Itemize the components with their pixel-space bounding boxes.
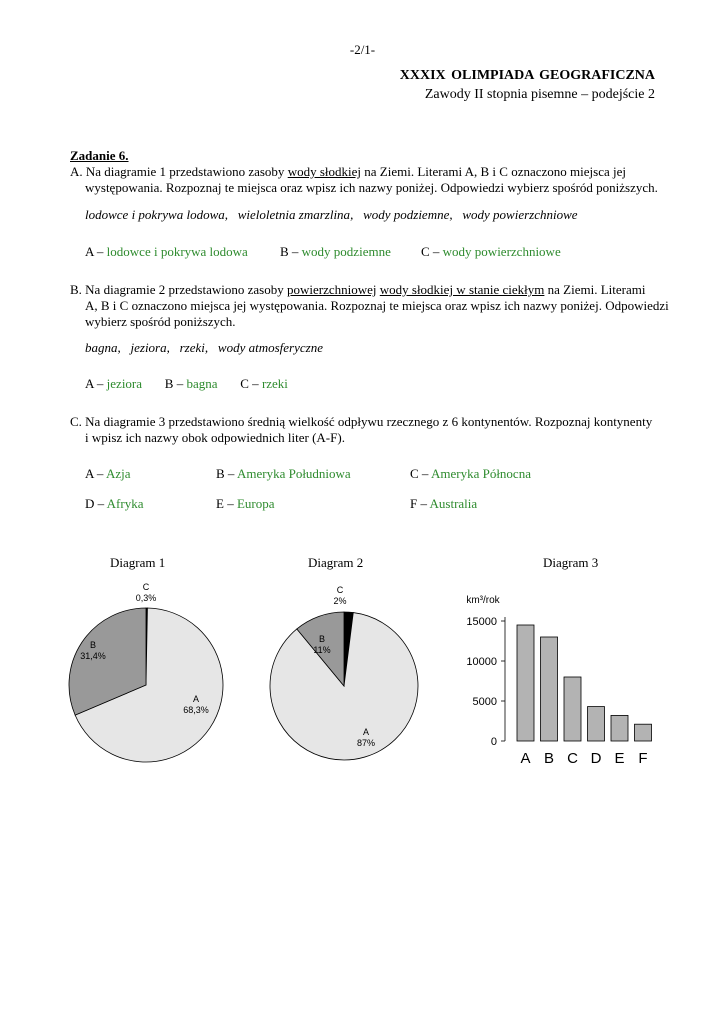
y-axis-label: km³/rok xyxy=(466,595,500,606)
pie-label-a: A xyxy=(362,727,370,737)
part-b-answers: A – jeziora B – bagna C – rzeki xyxy=(85,376,288,391)
part-c-line2: i wpisz ich nazwy obok odpowiednich liter (A-F). xyxy=(85,430,345,445)
bar-f xyxy=(635,724,652,741)
part-a-answer-c: C – wody powierzchniowe xyxy=(421,244,561,259)
x-tick-label-a: A xyxy=(520,750,531,767)
pie-value-b: 31,4% xyxy=(80,651,106,661)
x-tick-label-b: B xyxy=(543,750,555,767)
bar-c xyxy=(564,677,581,741)
part-c-answer-b: B – Ameryka Południowa xyxy=(216,466,351,481)
y-tick-label: 10000 xyxy=(466,656,497,668)
pie-value-b: 11% xyxy=(313,645,331,655)
pie-value-c: 0,3% xyxy=(135,593,157,603)
pie-label-c: C xyxy=(142,582,150,592)
diagram3-title: Diagram 3 xyxy=(543,555,599,570)
part-a-answer-b: B – wody podziemne xyxy=(280,244,391,259)
x-tick-label-d: D xyxy=(590,750,602,767)
pie-value-a: 87% xyxy=(356,738,376,748)
part-b-line1: B. Na diagramie 2 przedstawiono zasoby powierzchniowej wody słodkiej w stanie ciekłym na Ziemi. Literami xyxy=(70,282,646,297)
pie-label-c: C xyxy=(336,585,344,595)
pie-label-b: B xyxy=(318,634,326,644)
pie-label-a: A xyxy=(192,694,200,704)
part-c-answer-a: A – Azja xyxy=(85,466,131,481)
y-tick-label: 5000 xyxy=(472,696,497,708)
diagram3-bar-chart xyxy=(455,585,675,770)
bar-a xyxy=(517,625,534,741)
part-c-line1: C. Na diagramie 3 przedstawiono średnią wielkość odpływu rzecznego z 6 kontynentów. Rozpoznaj kontynenty xyxy=(70,414,653,429)
part-b-line2: A, B i C oznaczono miejsca jej występowania. Rozpoznaj te miejsca oraz wpisz ich nazwy poniżej. Odpowiedzi xyxy=(85,298,669,313)
diagram1-title: Diagram 1 xyxy=(110,555,166,570)
y-tick-label: 0 xyxy=(490,736,497,748)
olympiad-title: XXXIX OLIMPIADA GEOGRAFICZNA xyxy=(399,68,655,83)
part-c-answer-c: C – Ameryka Północna xyxy=(410,466,531,481)
x-tick-label-c: C xyxy=(567,750,578,767)
olympiad-subtitle: Zawody II stopnia pisemne – podejście 2 xyxy=(424,87,655,102)
y-tick-label: 15000 xyxy=(466,616,497,628)
part-a-answer-a: A – lodowce i pokrywa lodowa xyxy=(85,244,248,259)
pie-label-b: B xyxy=(89,640,97,650)
part-c-answer-e: E – Europa xyxy=(216,496,275,511)
x-tick-label-e: E xyxy=(614,750,625,767)
diagram1-pie xyxy=(60,575,240,770)
part-c-answer-d: D – Afryka xyxy=(85,496,144,511)
part-c-answer-f: F – Australia xyxy=(410,496,478,511)
diagram2-title: Diagram 2 xyxy=(308,555,364,570)
diagram2-pie xyxy=(260,575,430,770)
pie-value-a: 68,3% xyxy=(183,705,209,715)
task-heading: Zadanie 6. xyxy=(70,148,129,163)
bar-b xyxy=(541,637,558,741)
part-b-line3: wybierz spośród poniższych. xyxy=(85,314,236,329)
part-b-options: bagna, jeziora, rzeki, wody atmosferyczne xyxy=(85,340,323,355)
part-a-line1: A. Na diagramie 1 przedstawiono zasoby wody słodkiej na Ziemi. Literami A, B i C oznaczono miejsca jej xyxy=(70,164,626,179)
page-number: -2/1- xyxy=(349,42,376,57)
part-a-line2: występowania. Rozpoznaj te miejsca oraz wpisz ich nazwy poniżej. Odpowiedzi wybierz spośród poniższych. xyxy=(85,180,658,195)
part-a-options: lodowce i pokrywa lodowa, wieloletnia zmarzlina, wody podziemne, wody powierzchniowe xyxy=(85,207,578,222)
x-tick-label-f: F xyxy=(638,750,648,767)
bar-e xyxy=(611,715,628,741)
bar-d xyxy=(588,707,605,741)
underlined-term: wody słodkiej xyxy=(287,164,361,179)
pie-value-c: 2% xyxy=(333,596,347,606)
